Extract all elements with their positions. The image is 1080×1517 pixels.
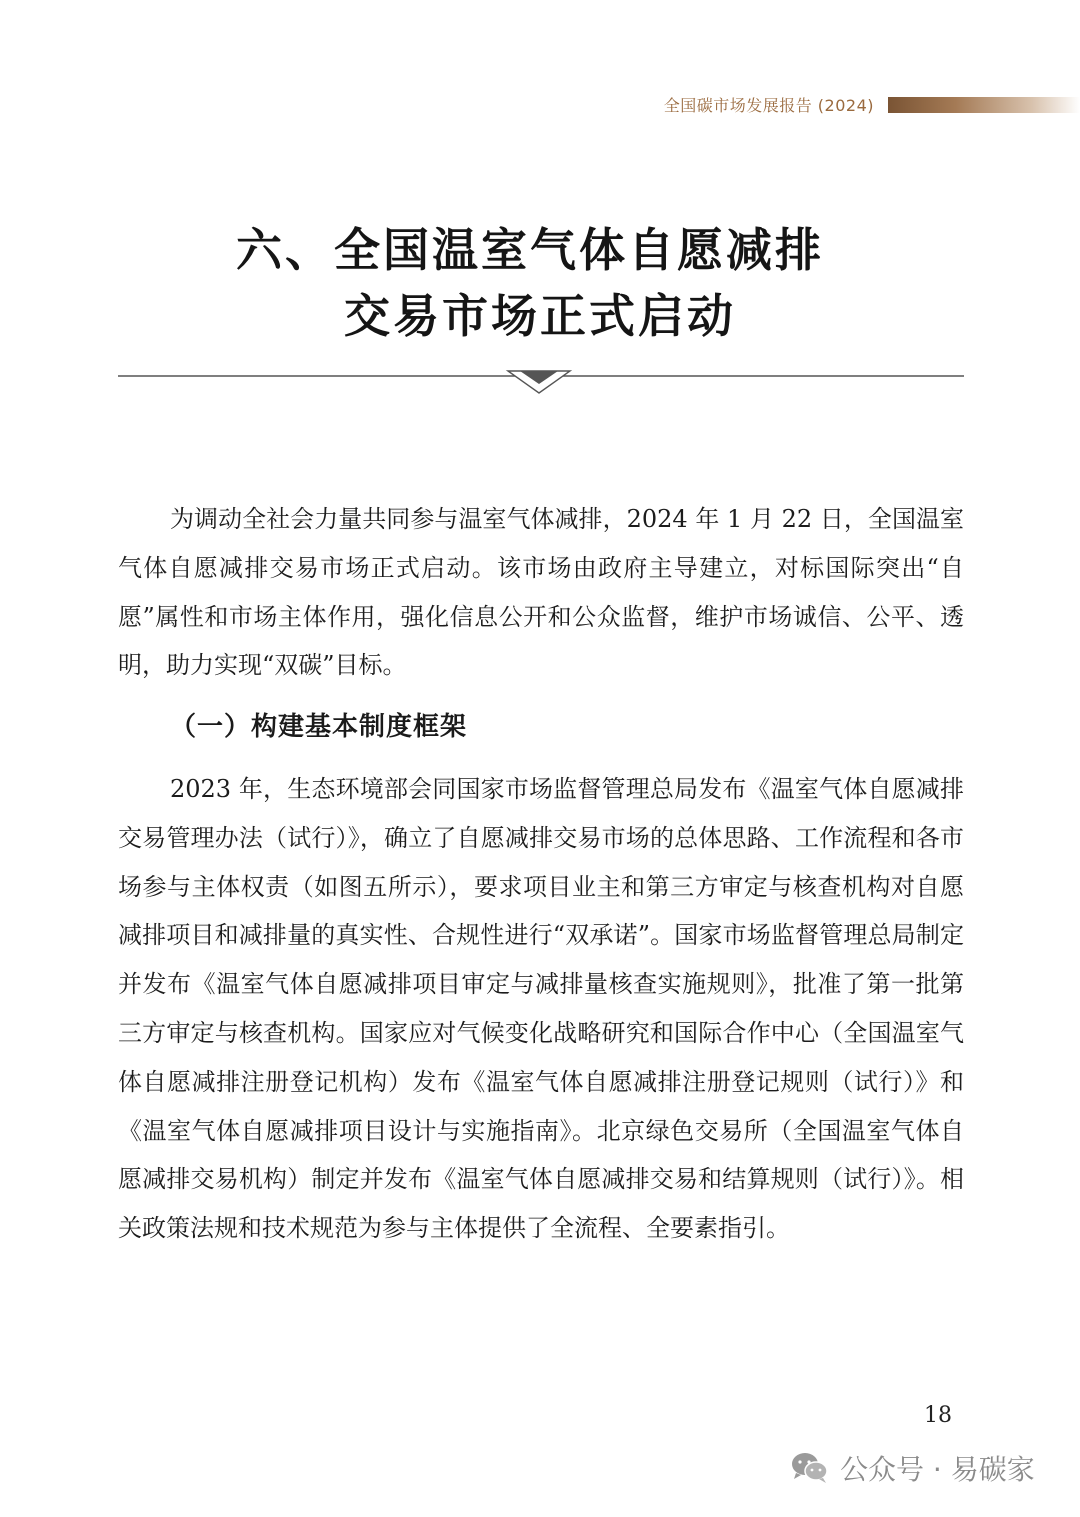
chapter-title-line2: 交易市场正式启动 (344, 289, 736, 343)
section-text: 2023 年，生态环境部会同国家市场监督管理总局发布《温室气体自愿减排交易管理办法（试行）》，确立了自愿减排交易市场的总体思路、工作流程和各市场参与主体权责（如图五所示），要求项目业主和第三方审定与核查机构对自愿减排项目和减排量的真实性、合规性进行“双承诺”。国家市场监督管理总局制定并发布《温室气体自愿减排项目审定与减排量核查实施规则》，批准了第一批第三方审定与核查机构。国家应对气候变化战略研究和国际合作中心（全国温室气体自愿减排注册登记机构）发布《温室气体自愿减排注册登记规则（试行）》和《温室气体自愿减排项目设计与实施指南》。北京绿色交易所（全国温室气体自愿减排交易机构）制定并发布《温室气体自愿减排交易和结算规则（试行）》。相关政策法规和技术规范为参与主体提供了全流程、全要素指引。 (118, 775, 964, 1243)
intro-paragraph (118, 495, 964, 690)
intro-text: 为调动全社会力量共同参与温室气体减排，2024 年 1 月 22 日，全国温室气体自愿减排交易市场正式启动。该市场由政府主导建立，对标国际突出“自愿”属性和市场主体作用，强化信息公开和公众监督，维护市场诚信、公平、透明，助力实现“双碳”目标。 (118, 505, 964, 680)
watermark (790, 1448, 1035, 1488)
section-heading: （一）构建基本制度框架 (170, 712, 468, 742)
chapter-title-line1: 六、全国温室气体自愿减排 (236, 223, 824, 277)
watermark-text: 公众号 · 易碳家 (840, 1453, 1035, 1486)
report-header-title: 全国碳市场发展报告 (2024) (663, 96, 874, 115)
title-divider (118, 370, 964, 400)
section-paragraph (118, 765, 964, 1253)
page-number: 18 (924, 1403, 952, 1428)
header-accent-bar (888, 97, 1080, 113)
wechat-icon (790, 1451, 830, 1485)
